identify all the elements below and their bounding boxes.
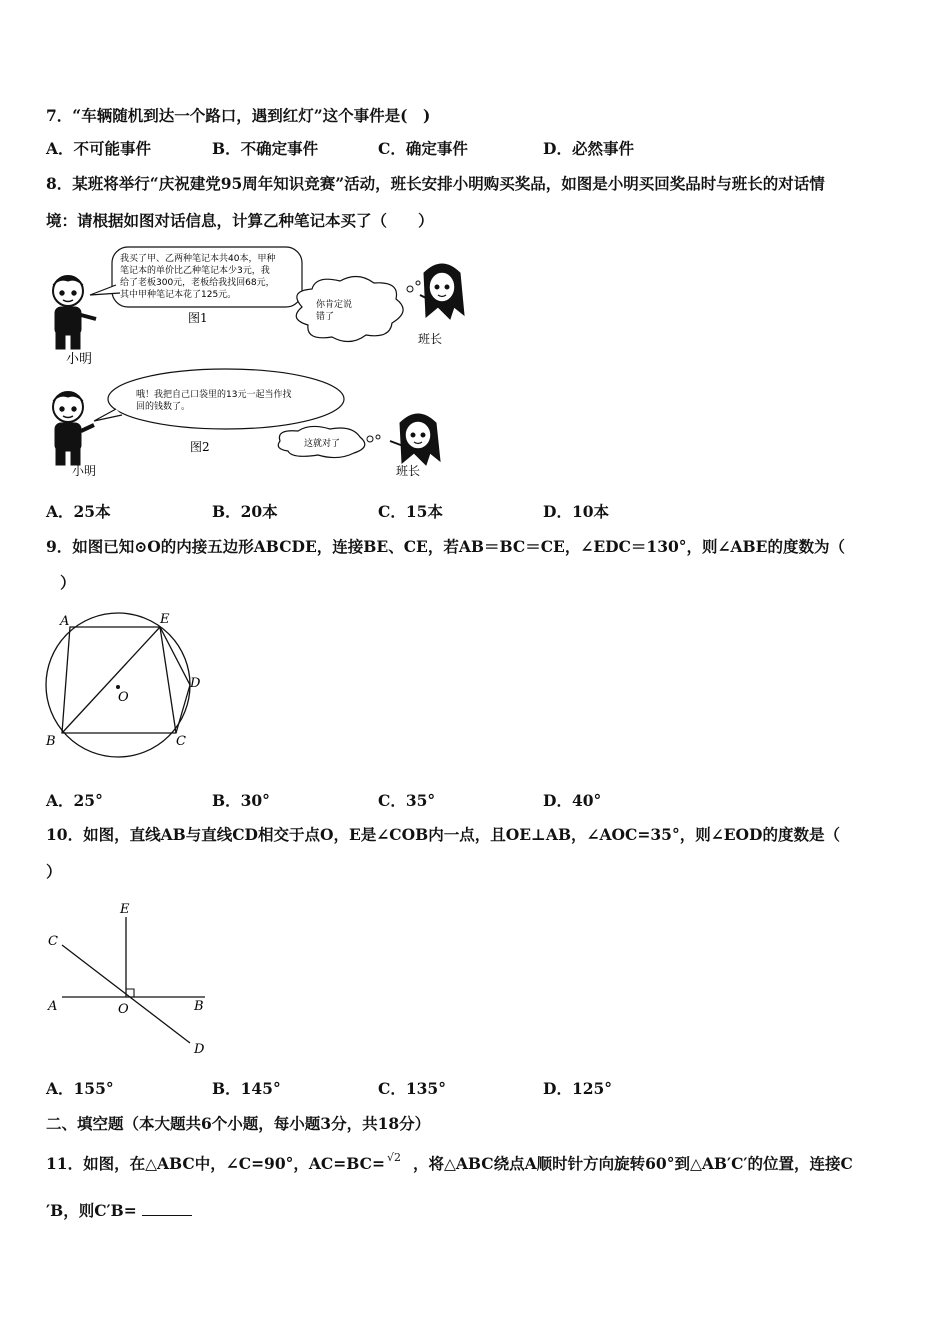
q8-option-d: D．10本 xyxy=(543,502,610,521)
q7-stem: 7．“车辆随机到达一个路口，遇到红灯”这个事件是( ) xyxy=(46,106,431,125)
label-o: O xyxy=(118,1002,129,1017)
label-a: A xyxy=(60,614,70,629)
label-c: C xyxy=(48,934,58,949)
fig1-girl-label: 班长 xyxy=(418,332,443,346)
q7-option-a: A．不可能事件 xyxy=(46,139,152,158)
label-e: E xyxy=(120,902,130,917)
sqrt-two-text: √2 xyxy=(386,1151,401,1164)
q8-figure-1 xyxy=(40,245,480,370)
label-c: C xyxy=(176,734,186,749)
q8-stem-line2: 境：请根据如图对话信息，计算乙种笔记本买了（ ） xyxy=(46,211,434,230)
q7-option-b: B．不确定事件 xyxy=(212,139,319,158)
label-b: B xyxy=(46,734,56,749)
q9-option-c: C．35° xyxy=(378,791,436,810)
fig2-reply: 这就对了 xyxy=(304,439,341,449)
fig2-girl-label: 班长 xyxy=(396,464,421,478)
segment-be xyxy=(62,627,160,733)
q9-option-d: D．40° xyxy=(543,791,602,810)
fig1-bubble-line4: 其中甲种笔记本花了125元。 xyxy=(120,290,237,300)
boy-figure-1 xyxy=(53,276,96,349)
fig2-caption: 图2 xyxy=(190,440,210,454)
q10-option-a: A．155° xyxy=(46,1079,114,1098)
q9-stem-line1: 9．如图已知⊙O的内接五边形ABCDE，连接BE、CE，若AB＝BC＝CE，∠EDC＝130°，则∠ABE的度数为（ xyxy=(46,537,845,556)
boy-figure-2 xyxy=(53,392,94,465)
q9-stem-line2: ） xyxy=(60,573,76,592)
q11-stem-line2-text: ′B，则C′B= xyxy=(46,1201,143,1220)
q11-stem-line2 xyxy=(46,1199,192,1221)
label-b: B xyxy=(194,999,204,1014)
right-angle-mark xyxy=(126,989,134,997)
fig2-bubble-line1: 哦！我把自己口袋里的13元一起当作找 xyxy=(136,390,292,400)
q8-option-b: B．20本 xyxy=(212,502,278,521)
fig1-bubble-line3: 给了老板300元，老板给我找回68元， xyxy=(120,278,275,288)
q8-stem-line1: 8．某班将举行“庆祝建党95周年知识竞赛”活动，班长安排小明购买奖品，如图是小明买回奖品时与班长的对话情 xyxy=(46,174,825,193)
label-e: E xyxy=(160,612,170,627)
q8-option-a: A．25本 xyxy=(46,502,111,521)
q10-stem-line1: 10．如图，直线AB与直线CD相交于点O，E是∠COB内一点，且OE⊥AB，∠AOC=35°，则∠EOD的度数是（ xyxy=(46,825,840,844)
q9-circle-figure xyxy=(40,605,210,755)
fig1-reply-line1: 你肯定说 xyxy=(316,300,353,310)
fig1-reply-line2: 错了 xyxy=(316,312,335,322)
section-2-heading: 二、填空题（本大题共6个小题，每小题3分，共18分） xyxy=(46,1114,431,1133)
fig1-bubble-line1: 我买了甲、乙两种笔记本共40本，甲种 xyxy=(120,254,276,264)
girl-figure-2 xyxy=(390,414,440,465)
girl-figure-1 xyxy=(420,264,464,319)
fig2-bubble-line2: 回的钱数了。 xyxy=(136,402,191,412)
fig1-caption: 图1 xyxy=(188,311,208,325)
q9-option-a: A．25° xyxy=(46,791,103,810)
fig1-boy-label: 小明 xyxy=(66,352,93,367)
q10-option-d: D．125° xyxy=(543,1079,613,1098)
fig1-bubble-line2: 笔记本的单价比乙种笔记本少3元，我 xyxy=(120,266,270,276)
label-a: A xyxy=(48,999,58,1014)
q7-option-c: C．确定事件 xyxy=(378,139,468,158)
q7-option-d: D．必然事件 xyxy=(543,139,634,158)
label-d: D xyxy=(194,1042,205,1057)
q8-option-c: C．15本 xyxy=(378,502,443,521)
q10-lines-figure xyxy=(40,895,220,1065)
label-d: D xyxy=(190,676,201,691)
q10-option-c: C．135° xyxy=(378,1079,446,1098)
fig2-boy-label: 小明 xyxy=(72,464,97,478)
pentagon-abcde xyxy=(62,627,190,733)
label-o: O xyxy=(118,690,129,705)
q9-option-b: B．30° xyxy=(212,791,270,810)
answer-blank[interactable] xyxy=(142,1201,192,1216)
center-point-o xyxy=(116,685,120,689)
q11-stem-part-a: 11．如图，在△ABC中，∠C=90°，AC=BC= xyxy=(46,1154,385,1173)
q11-stem-part-b: ，将△ABC绕点A顺时针方向旋转60°到△AB′C′的位置，连接C xyxy=(412,1154,853,1173)
q8-figure-2 xyxy=(40,375,480,485)
q10-option-b: B．145° xyxy=(212,1079,281,1098)
q10-stem-line2: ） xyxy=(46,862,62,881)
q11-stem-line1 xyxy=(46,1152,853,1174)
